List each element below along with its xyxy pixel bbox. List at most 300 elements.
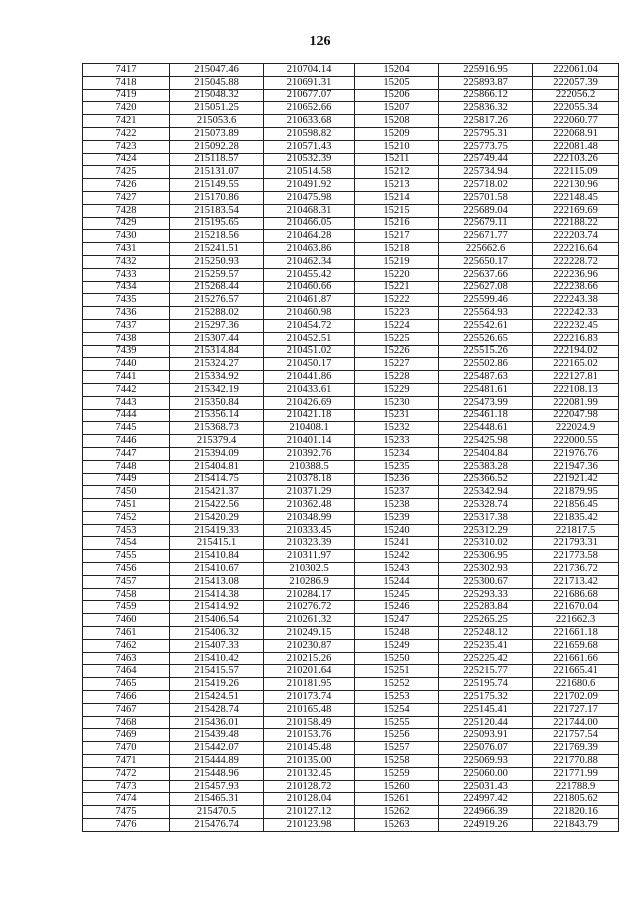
y-coordinate-left-cell: 210127.12 [264,806,355,819]
table-row [83,319,619,332]
x-coordinate-right-cell: 225773.75 [439,140,533,153]
y-coordinate-left-cell: 210261.32 [264,614,355,627]
point-number-left-cell: 7462 [83,639,170,652]
y-coordinate-right-cell: 221817.5 [533,524,619,537]
y-coordinate-right-cell: 222169.69 [533,204,619,217]
x-coordinate-left-cell: 215048.32 [170,89,264,102]
x-coordinate-right-cell: 225300.67 [439,575,533,588]
x-coordinate-right-cell: 225175.32 [439,691,533,704]
y-coordinate-left-cell: 210215.26 [264,652,355,665]
y-coordinate-right-cell: 221788.9 [533,780,619,793]
y-coordinate-left-cell: 210135.00 [264,755,355,768]
y-coordinate-right-cell: 221921.42 [533,473,619,486]
y-coordinate-right-cell: 222243.38 [533,294,619,307]
x-coordinate-right-cell: 225637.66 [439,268,533,281]
point-number-right-cell: 15251 [355,665,439,678]
x-coordinate-right-cell: 225893.87 [439,76,533,89]
point-number-right-cell: 15205 [355,76,439,89]
point-number-left-cell: 7420 [83,102,170,115]
y-coordinate-right-cell: 222238.66 [533,281,619,294]
y-coordinate-left-cell: 210302.5 [264,563,355,576]
x-coordinate-right-cell: 225502.86 [439,358,533,371]
y-coordinate-left-cell: 210323.39 [264,537,355,550]
x-coordinate-left-cell: 215324.27 [170,358,264,371]
x-coordinate-left-cell: 215419.26 [170,678,264,691]
x-coordinate-right-cell: 225366.52 [439,473,533,486]
x-coordinate-right-cell: 225734.94 [439,166,533,179]
x-coordinate-left-cell: 215073.89 [170,127,264,140]
point-number-left-cell: 7436 [83,307,170,320]
y-coordinate-left-cell: 210408.1 [264,422,355,435]
x-coordinate-left-cell: 215414.92 [170,601,264,614]
x-coordinate-left-cell: 215444.89 [170,755,264,768]
point-number-left-cell: 7474 [83,793,170,806]
y-coordinate-right-cell: 222108.13 [533,383,619,396]
x-coordinate-left-cell: 215342.19 [170,383,264,396]
point-number-left-cell: 7453 [83,524,170,537]
point-number-left-cell: 7461 [83,627,170,640]
y-coordinate-left-cell: 210165.48 [264,703,355,716]
y-coordinate-right-cell: 222056.2 [533,89,619,102]
point-number-left-cell: 7450 [83,486,170,499]
x-coordinate-left-cell: 215394.09 [170,447,264,460]
x-coordinate-right-cell: 225404.84 [439,447,533,460]
point-number-right-cell: 15259 [355,767,439,780]
point-number-left-cell: 7470 [83,742,170,755]
point-number-left-cell: 7442 [83,383,170,396]
y-coordinate-right-cell: 221771.99 [533,767,619,780]
y-coordinate-left-cell: 210132.45 [264,767,355,780]
table-row [83,217,619,230]
x-coordinate-right-cell: 225293.33 [439,588,533,601]
table-row [83,422,619,435]
x-coordinate-left-cell: 215051.25 [170,102,264,115]
table-row [83,627,619,640]
y-coordinate-left-cell: 210514.58 [264,166,355,179]
table-row [83,447,619,460]
y-coordinate-right-cell: 222055.34 [533,102,619,115]
y-coordinate-left-cell: 210450.17 [264,358,355,371]
x-coordinate-right-cell: 225662.6 [439,243,533,256]
table-row [83,793,619,806]
y-coordinate-right-cell: 222216.83 [533,332,619,345]
point-number-right-cell: 15231 [355,409,439,422]
point-number-right-cell: 15245 [355,588,439,601]
table-row [83,550,619,563]
point-number-left-cell: 7431 [83,243,170,256]
point-number-right-cell: 15225 [355,332,439,345]
y-coordinate-left-cell: 210462.34 [264,255,355,268]
x-coordinate-left-cell: 215419.33 [170,524,264,537]
x-coordinate-right-cell: 225235.41 [439,639,533,652]
y-coordinate-left-cell: 210153.76 [264,729,355,742]
point-number-right-cell: 15221 [355,281,439,294]
y-coordinate-left-cell: 210633.68 [264,115,355,128]
table-row [83,345,619,358]
y-coordinate-left-cell: 210249.15 [264,627,355,640]
point-number-right-cell: 15233 [355,435,439,448]
y-coordinate-left-cell: 210464.28 [264,230,355,243]
x-coordinate-right-cell: 225795.31 [439,127,533,140]
y-coordinate-right-cell: 221727.17 [533,703,619,716]
point-number-left-cell: 7452 [83,511,170,524]
x-coordinate-left-cell: 215195.65 [170,217,264,230]
point-number-right-cell: 15252 [355,678,439,691]
point-number-right-cell: 15226 [355,345,439,358]
x-coordinate-right-cell: 225473.99 [439,396,533,409]
x-coordinate-left-cell: 215415.1 [170,537,264,550]
y-coordinate-left-cell: 210371.29 [264,486,355,499]
y-coordinate-right-cell: 222232.45 [533,319,619,332]
y-coordinate-right-cell: 221843.79 [533,819,619,832]
x-coordinate-right-cell: 225265.25 [439,614,533,627]
table-row [83,742,619,755]
y-coordinate-right-cell: 222103.26 [533,153,619,166]
table-row [83,89,619,102]
table-row [83,486,619,499]
point-number-left-cell: 7449 [83,473,170,486]
x-coordinate-right-cell: 225215.77 [439,665,533,678]
table-row [83,191,619,204]
point-number-left-cell: 7421 [83,115,170,128]
table-row [83,460,619,473]
table-row [83,409,619,422]
point-number-left-cell: 7469 [83,729,170,742]
point-number-right-cell: 15242 [355,550,439,563]
y-coordinate-left-cell: 210388.5 [264,460,355,473]
table-row [83,563,619,576]
table-row [83,204,619,217]
point-number-left-cell: 7445 [83,422,170,435]
point-number-right-cell: 15255 [355,716,439,729]
y-coordinate-left-cell: 210392.76 [264,447,355,460]
x-coordinate-right-cell: 225317.38 [439,511,533,524]
x-coordinate-left-cell: 215457.93 [170,780,264,793]
coordinates-table-body [83,64,619,832]
y-coordinate-left-cell: 210284.17 [264,588,355,601]
y-coordinate-left-cell: 210145.48 [264,742,355,755]
point-number-left-cell: 7467 [83,703,170,716]
point-number-right-cell: 15244 [355,575,439,588]
point-number-left-cell: 7476 [83,819,170,832]
x-coordinate-right-cell: 225916.95 [439,64,533,77]
y-coordinate-left-cell: 210441.86 [264,371,355,384]
y-coordinate-left-cell: 210460.98 [264,307,355,320]
table-row [83,294,619,307]
point-number-left-cell: 7427 [83,191,170,204]
x-coordinate-left-cell: 215356.14 [170,409,264,422]
table-row [83,179,619,192]
y-coordinate-right-cell: 221659.68 [533,639,619,652]
x-coordinate-left-cell: 215307.44 [170,332,264,345]
point-number-left-cell: 7464 [83,665,170,678]
coordinates-table [82,63,619,832]
point-number-right-cell: 15263 [355,819,439,832]
point-number-left-cell: 7439 [83,345,170,358]
point-number-right-cell: 15222 [355,294,439,307]
point-number-right-cell: 15238 [355,499,439,512]
point-number-right-cell: 15218 [355,243,439,256]
point-number-right-cell: 15239 [355,511,439,524]
point-number-left-cell: 7458 [83,588,170,601]
y-coordinate-right-cell: 222188.22 [533,217,619,230]
x-coordinate-right-cell: 225718.02 [439,179,533,192]
x-coordinate-right-cell: 225060.00 [439,767,533,780]
table-row [83,396,619,409]
x-coordinate-left-cell: 215118.57 [170,153,264,166]
y-coordinate-left-cell: 210491.92 [264,179,355,192]
y-coordinate-right-cell: 222148.45 [533,191,619,204]
x-coordinate-right-cell: 225328.74 [439,499,533,512]
y-coordinate-left-cell: 210348.99 [264,511,355,524]
y-coordinate-left-cell: 210455.42 [264,268,355,281]
table-row [83,755,619,768]
table-row [83,153,619,166]
table-row [83,537,619,550]
table-row [83,115,619,128]
x-coordinate-left-cell: 215415.57 [170,665,264,678]
x-coordinate-right-cell: 225689.04 [439,204,533,217]
y-coordinate-right-cell: 222203.74 [533,230,619,243]
table-row [83,358,619,371]
y-coordinate-right-cell: 221662.3 [533,614,619,627]
point-number-right-cell: 15232 [355,422,439,435]
y-coordinate-right-cell: 221665.41 [533,665,619,678]
table-row [83,588,619,601]
x-coordinate-left-cell: 215131.07 [170,166,264,179]
point-number-right-cell: 15212 [355,166,439,179]
y-coordinate-right-cell: 222061.04 [533,64,619,77]
y-coordinate-left-cell: 210286.9 [264,575,355,588]
x-coordinate-left-cell: 215045.88 [170,76,264,89]
x-coordinate-right-cell: 225120.44 [439,716,533,729]
point-number-right-cell: 15254 [355,703,439,716]
x-coordinate-right-cell: 225342.94 [439,486,533,499]
table-row [83,332,619,345]
table-row [83,371,619,384]
y-coordinate-left-cell: 210652.66 [264,102,355,115]
x-coordinate-right-cell: 225306.95 [439,550,533,563]
x-coordinate-left-cell: 215406.54 [170,614,264,627]
table-row [83,703,619,716]
table-row [83,76,619,89]
point-number-right-cell: 15256 [355,729,439,742]
y-coordinate-left-cell: 210311.97 [264,550,355,563]
x-coordinate-right-cell: 225526.65 [439,332,533,345]
point-number-left-cell: 7437 [83,319,170,332]
x-coordinate-left-cell: 215410.67 [170,563,264,576]
y-coordinate-left-cell: 210128.04 [264,793,355,806]
y-coordinate-left-cell: 210378.18 [264,473,355,486]
point-number-left-cell: 7424 [83,153,170,166]
point-number-right-cell: 15237 [355,486,439,499]
y-coordinate-right-cell: 221793.31 [533,537,619,550]
point-number-left-cell: 7418 [83,76,170,89]
y-coordinate-right-cell: 221661.66 [533,652,619,665]
x-coordinate-left-cell: 215407.33 [170,639,264,652]
x-coordinate-right-cell: 225425.98 [439,435,533,448]
x-coordinate-left-cell: 215439.48 [170,729,264,742]
x-coordinate-left-cell: 215410.84 [170,550,264,563]
y-coordinate-left-cell: 210401.14 [264,435,355,448]
y-coordinate-left-cell: 210461.87 [264,294,355,307]
x-coordinate-right-cell: 225248.12 [439,627,533,640]
x-coordinate-left-cell: 215448.96 [170,767,264,780]
x-coordinate-left-cell: 215183.54 [170,204,264,217]
y-coordinate-left-cell: 210421.18 [264,409,355,422]
table-row [83,639,619,652]
y-coordinate-right-cell: 222000.55 [533,435,619,448]
x-coordinate-right-cell: 225481.61 [439,383,533,396]
point-number-left-cell: 7443 [83,396,170,409]
x-coordinate-left-cell: 215297.36 [170,319,264,332]
point-number-right-cell: 15236 [355,473,439,486]
y-coordinate-left-cell: 210463.86 [264,243,355,256]
table-row [83,435,619,448]
y-coordinate-right-cell: 221773.58 [533,550,619,563]
x-coordinate-left-cell: 215379.4 [170,435,264,448]
table-row [83,575,619,588]
y-coordinate-left-cell: 210468.31 [264,204,355,217]
point-number-right-cell: 15248 [355,627,439,640]
y-coordinate-right-cell: 221713.42 [533,575,619,588]
y-coordinate-right-cell: 221820.16 [533,806,619,819]
x-coordinate-left-cell: 215170.86 [170,191,264,204]
point-number-left-cell: 7446 [83,435,170,448]
y-coordinate-right-cell: 221976.76 [533,447,619,460]
point-number-left-cell: 7465 [83,678,170,691]
x-coordinate-right-cell: 225093.91 [439,729,533,742]
y-coordinate-left-cell: 210460.66 [264,281,355,294]
table-row [83,524,619,537]
x-coordinate-left-cell: 215414.75 [170,473,264,486]
y-coordinate-right-cell: 221947.36 [533,460,619,473]
point-number-left-cell: 7435 [83,294,170,307]
x-coordinate-right-cell: 225145.41 [439,703,533,716]
y-coordinate-right-cell: 222228.72 [533,255,619,268]
table-row [83,307,619,320]
point-number-right-cell: 15214 [355,191,439,204]
x-coordinate-left-cell: 215421.37 [170,486,264,499]
point-number-left-cell: 7430 [83,230,170,243]
y-coordinate-right-cell: 221670.04 [533,601,619,614]
y-coordinate-left-cell: 210173.74 [264,691,355,704]
y-coordinate-right-cell: 221835.42 [533,511,619,524]
x-coordinate-right-cell: 225515.26 [439,345,533,358]
y-coordinate-right-cell: 221805.62 [533,793,619,806]
point-number-left-cell: 7426 [83,179,170,192]
y-coordinate-right-cell: 221757.54 [533,729,619,742]
point-number-right-cell: 15240 [355,524,439,537]
page-number: 126 [309,34,331,49]
x-coordinate-right-cell: 225701.58 [439,191,533,204]
x-coordinate-left-cell: 215314.84 [170,345,264,358]
y-coordinate-right-cell: 221769.39 [533,742,619,755]
point-number-right-cell: 15234 [355,447,439,460]
table-row [83,780,619,793]
y-coordinate-right-cell: 222081.48 [533,140,619,153]
table-row [83,281,619,294]
point-number-left-cell: 7459 [83,601,170,614]
x-coordinate-right-cell: 225679.11 [439,217,533,230]
x-coordinate-right-cell: 225310.02 [439,537,533,550]
x-coordinate-left-cell: 215414.38 [170,588,264,601]
point-number-left-cell: 7463 [83,652,170,665]
x-coordinate-left-cell: 215334.92 [170,371,264,384]
y-coordinate-right-cell: 222115.09 [533,166,619,179]
table-row [83,601,619,614]
point-number-left-cell: 7460 [83,614,170,627]
y-coordinate-right-cell: 222216.64 [533,243,619,256]
y-coordinate-left-cell: 210691.31 [264,76,355,89]
point-number-right-cell: 15249 [355,639,439,652]
table-row [83,243,619,256]
y-coordinate-left-cell: 210466.05 [264,217,355,230]
point-number-right-cell: 15213 [355,179,439,192]
table-row [83,268,619,281]
x-coordinate-right-cell: 225564.93 [439,307,533,320]
y-coordinate-right-cell: 221856.45 [533,499,619,512]
y-coordinate-left-cell: 210571.43 [264,140,355,153]
x-coordinate-right-cell: 225302.93 [439,563,533,576]
x-coordinate-left-cell: 215218.56 [170,230,264,243]
x-coordinate-right-cell: 224997.42 [439,793,533,806]
point-number-left-cell: 7425 [83,166,170,179]
point-number-right-cell: 15257 [355,742,439,755]
point-number-left-cell: 7419 [83,89,170,102]
x-coordinate-right-cell: 225487.63 [439,371,533,384]
point-number-right-cell: 15217 [355,230,439,243]
point-number-right-cell: 15219 [355,255,439,268]
point-number-right-cell: 15241 [355,537,439,550]
y-coordinate-right-cell: 222130.96 [533,179,619,192]
y-coordinate-left-cell: 210158.49 [264,716,355,729]
point-number-right-cell: 15235 [355,460,439,473]
x-coordinate-left-cell: 215350.84 [170,396,264,409]
point-number-left-cell: 7448 [83,460,170,473]
point-number-left-cell: 7432 [83,255,170,268]
x-coordinate-right-cell: 225383.28 [439,460,533,473]
point-number-right-cell: 15208 [355,115,439,128]
point-number-right-cell: 15216 [355,217,439,230]
x-coordinate-right-cell: 224919.26 [439,819,533,832]
y-coordinate-right-cell: 222047.98 [533,409,619,422]
y-coordinate-left-cell: 210532.39 [264,153,355,166]
x-coordinate-left-cell: 215465.31 [170,793,264,806]
y-coordinate-left-cell: 210677.07 [264,89,355,102]
point-number-right-cell: 15223 [355,307,439,320]
point-number-right-cell: 15206 [355,89,439,102]
x-coordinate-left-cell: 215436.01 [170,716,264,729]
y-coordinate-right-cell: 222081.99 [533,396,619,409]
table-row [83,716,619,729]
y-coordinate-right-cell: 222024.9 [533,422,619,435]
y-coordinate-right-cell: 221770.88 [533,755,619,768]
y-coordinate-right-cell: 222057.39 [533,76,619,89]
x-coordinate-right-cell: 225749.44 [439,153,533,166]
point-number-left-cell: 7473 [83,780,170,793]
point-number-right-cell: 15250 [355,652,439,665]
x-coordinate-right-cell: 225627.08 [439,281,533,294]
point-number-right-cell: 15247 [355,614,439,627]
x-coordinate-left-cell: 215259.57 [170,268,264,281]
x-coordinate-right-cell: 225195.74 [439,678,533,691]
point-number-left-cell: 7466 [83,691,170,704]
x-coordinate-left-cell: 215422.56 [170,499,264,512]
x-coordinate-left-cell: 215241.51 [170,243,264,256]
y-coordinate-left-cell: 210362.48 [264,499,355,512]
point-number-right-cell: 15229 [355,383,439,396]
